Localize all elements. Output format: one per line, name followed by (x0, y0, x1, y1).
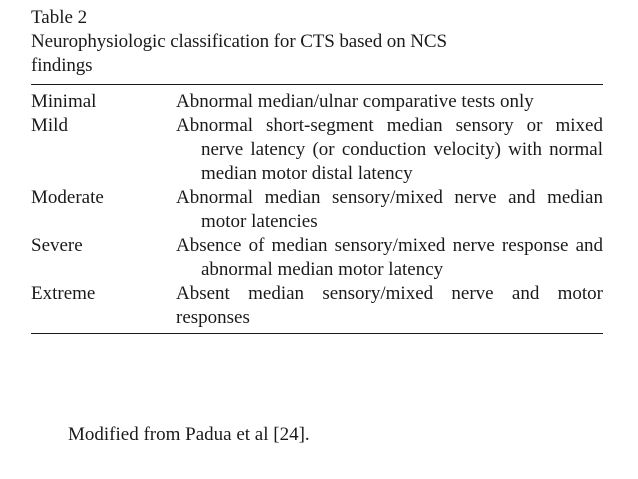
table-row (31, 186, 603, 234)
top-rule (31, 84, 603, 85)
table-title-line-1: Neurophysiologic classification for CTS based on NCS (31, 31, 447, 52)
table-body (31, 90, 603, 330)
description-moderate: Abnormal median sensory/mixed nerve and median motor latencies (176, 187, 603, 232)
table-label: Table 2 (31, 7, 88, 28)
description-mild: Abnormal short-segment median sensory or mixed nerve latency (or conduction velocity) with normal median motor distal latency (176, 115, 603, 184)
table-row (31, 282, 603, 330)
description-severe: Absence of median sensory/mixed nerve response and abnormal median motor latency (176, 235, 603, 280)
grade-extreme: Extreme (31, 283, 96, 304)
description-minimal: Abnormal median/ulnar comparative tests only (176, 91, 534, 112)
description-extreme: Absent median sensory/mixed nerve and motor responses (176, 283, 603, 328)
table-title-line-2: findings (31, 55, 93, 76)
grade-mild: Mild (31, 115, 68, 136)
table-container (31, 6, 603, 334)
table-row (31, 90, 603, 114)
grade-severe: Severe (31, 235, 83, 256)
table-footnote: Modified from Padua et al [24]. (68, 424, 310, 445)
table-row (31, 234, 603, 282)
grade-moderate: Moderate (31, 187, 104, 208)
grade-minimal: Minimal (31, 91, 97, 112)
bottom-rule (31, 333, 603, 334)
table-row (31, 114, 603, 186)
